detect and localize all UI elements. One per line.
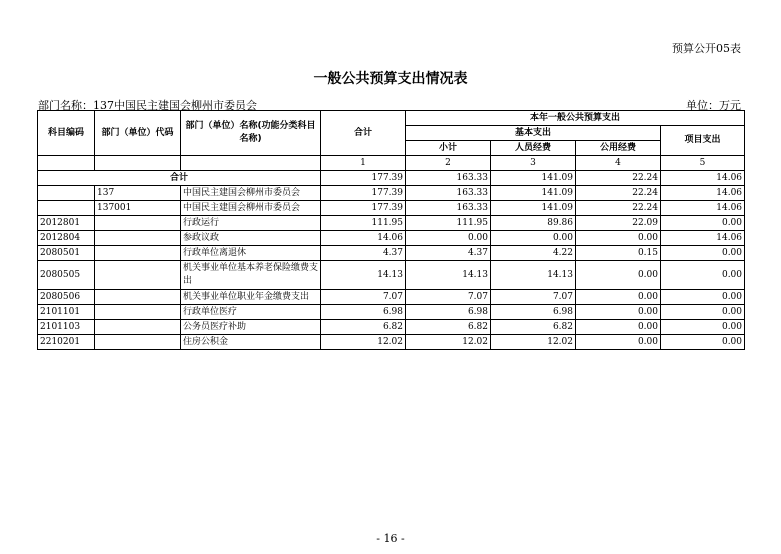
dept-code-cell (95, 261, 181, 290)
value-cell: 0.00 (406, 231, 491, 246)
dept-name-cell: 机关事业单位基本养老保险缴费支出 (181, 261, 321, 290)
value-cell: 0.00 (576, 231, 661, 246)
subject-code-cell: 2012804 (38, 231, 95, 246)
dept-code-cell: 137001 (95, 201, 181, 216)
dept-code-cell (95, 305, 181, 320)
value-cell: 7.07 (406, 290, 491, 305)
dept-code-cell (95, 231, 181, 246)
value-cell: 6.98 (321, 305, 406, 320)
value-cell: 0.00 (576, 290, 661, 305)
value-cell: 14.13 (406, 261, 491, 290)
table-row (38, 201, 745, 216)
value-cell: 6.82 (406, 320, 491, 335)
page-number: - 16 - (376, 532, 405, 545)
value-cell: 12.02 (321, 335, 406, 350)
table-row (38, 186, 745, 201)
value-cell: 0.00 (576, 320, 661, 335)
table-row (38, 320, 745, 335)
index-cell: 2 (406, 156, 491, 171)
form-number: 预算公开05表 (672, 42, 741, 55)
dept-name-cell: 机关事业单位职业年金缴费支出 (181, 290, 321, 305)
value-cell: 12.02 (406, 335, 491, 350)
value-cell: 0.00 (661, 305, 745, 320)
dept-code-cell (95, 246, 181, 261)
value-cell: 6.82 (321, 320, 406, 335)
dept-code-cell (95, 216, 181, 231)
value-cell: 0.00 (576, 335, 661, 350)
dept-code-cell (95, 320, 181, 335)
dept-code-cell (95, 290, 181, 305)
value-cell: 111.95 (406, 216, 491, 231)
dept-name-cell: 行政单位医疗 (181, 305, 321, 320)
value-cell: 14.06 (661, 231, 745, 246)
dept-name-cell: 中国民主建国会柳州市委员会 (181, 201, 321, 216)
dept-name-cell: 中国民主建国会柳州市委员会 (181, 186, 321, 201)
value-cell: 0.00 (576, 261, 661, 290)
value-cell: 177.39 (321, 186, 406, 201)
header-public: 公用经费 (576, 141, 661, 156)
subject-code-cell: 2210201 (38, 335, 95, 350)
subject-code-cell (38, 186, 95, 201)
total-value: 141.09 (491, 171, 576, 186)
value-cell: 12.02 (491, 335, 576, 350)
total-value: 14.06 (661, 171, 745, 186)
value-cell: 141.09 (491, 201, 576, 216)
header-group: 本年一般公共预算支出 (406, 111, 745, 126)
index-cell: 5 (661, 156, 745, 171)
header-subtotal: 小计 (406, 141, 491, 156)
value-cell: 14.06 (321, 231, 406, 246)
value-cell: 6.82 (491, 320, 576, 335)
value-cell: 4.37 (321, 246, 406, 261)
value-cell: 14.13 (491, 261, 576, 290)
table-row (38, 246, 745, 261)
value-cell: 6.98 (491, 305, 576, 320)
index-cell: 3 (491, 156, 576, 171)
value-cell: 7.07 (321, 290, 406, 305)
dept-name-cell: 住房公积金 (181, 335, 321, 350)
value-cell: 14.13 (321, 261, 406, 290)
dept-name-cell: 行政单位离退休 (181, 246, 321, 261)
header-basic: 基本支出 (406, 126, 661, 141)
subject-code-cell: 2080505 (38, 261, 95, 290)
dept-name-cell: 参政议政 (181, 231, 321, 246)
department-label: 部门名称：137中国民主建国会柳州市委员会 (38, 99, 257, 112)
total-value: 177.39 (321, 171, 406, 186)
dept-name-cell: 行政运行 (181, 216, 321, 231)
total-value: 22.24 (576, 171, 661, 186)
value-cell: 0.00 (661, 320, 745, 335)
unit-label: 单位：万元 (686, 99, 741, 112)
value-cell: 163.33 (406, 186, 491, 201)
header-total: 合计 (321, 111, 406, 156)
dept-code-cell (95, 335, 181, 350)
value-cell: 0.00 (661, 335, 745, 350)
value-cell: 0.00 (661, 261, 745, 290)
subject-code-cell: 2080501 (38, 246, 95, 261)
subject-code-cell: 2101101 (38, 305, 95, 320)
value-cell: 22.24 (576, 186, 661, 201)
header-dept-name: 部门（单位）名称(功能分类科目名称) (181, 111, 321, 156)
table-row (38, 216, 745, 231)
value-cell: 4.37 (406, 246, 491, 261)
index-cell: 1 (321, 156, 406, 171)
subject-code-cell: 2012801 (38, 216, 95, 231)
value-cell: 7.07 (491, 290, 576, 305)
value-cell: 177.39 (321, 201, 406, 216)
dept-name-cell: 公务员医疗补助 (181, 320, 321, 335)
dept-code-cell: 137 (95, 186, 181, 201)
subject-code-cell (38, 201, 95, 216)
page-title: 一般公共预算支出情况表 (313, 71, 468, 87)
table-row (38, 335, 745, 350)
total-row (38, 171, 745, 186)
value-cell: 14.06 (661, 186, 745, 201)
value-cell: 0.00 (661, 216, 745, 231)
subject-code-cell: 2101103 (38, 320, 95, 335)
table-row (38, 305, 745, 320)
table-row (38, 290, 745, 305)
header-subject-code: 科目编码 (38, 111, 95, 156)
value-cell: 22.24 (576, 201, 661, 216)
header-project: 项目支出 (661, 126, 745, 156)
value-cell: 0.00 (661, 246, 745, 261)
total-value: 163.33 (406, 171, 491, 186)
value-cell: 22.09 (576, 216, 661, 231)
value-cell: 4.22 (491, 246, 576, 261)
table-row (38, 231, 745, 246)
header-dept-code: 部门（单位）代码 (95, 111, 181, 156)
value-cell: 0.00 (661, 290, 745, 305)
value-cell: 14.06 (661, 201, 745, 216)
total-label: 合计 (38, 171, 321, 186)
index-cell: 4 (576, 156, 661, 171)
expenditure-table (37, 110, 745, 350)
index-row (38, 156, 745, 171)
value-cell: 0.15 (576, 246, 661, 261)
value-cell: 111.95 (321, 216, 406, 231)
value-cell: 6.98 (406, 305, 491, 320)
subject-code-cell: 2080506 (38, 290, 95, 305)
table-row (38, 261, 745, 290)
value-cell: 0.00 (576, 305, 661, 320)
value-cell: 89.86 (491, 216, 576, 231)
header-personnel: 人员经费 (491, 141, 576, 156)
value-cell: 0.00 (491, 231, 576, 246)
value-cell: 163.33 (406, 201, 491, 216)
value-cell: 141.09 (491, 186, 576, 201)
